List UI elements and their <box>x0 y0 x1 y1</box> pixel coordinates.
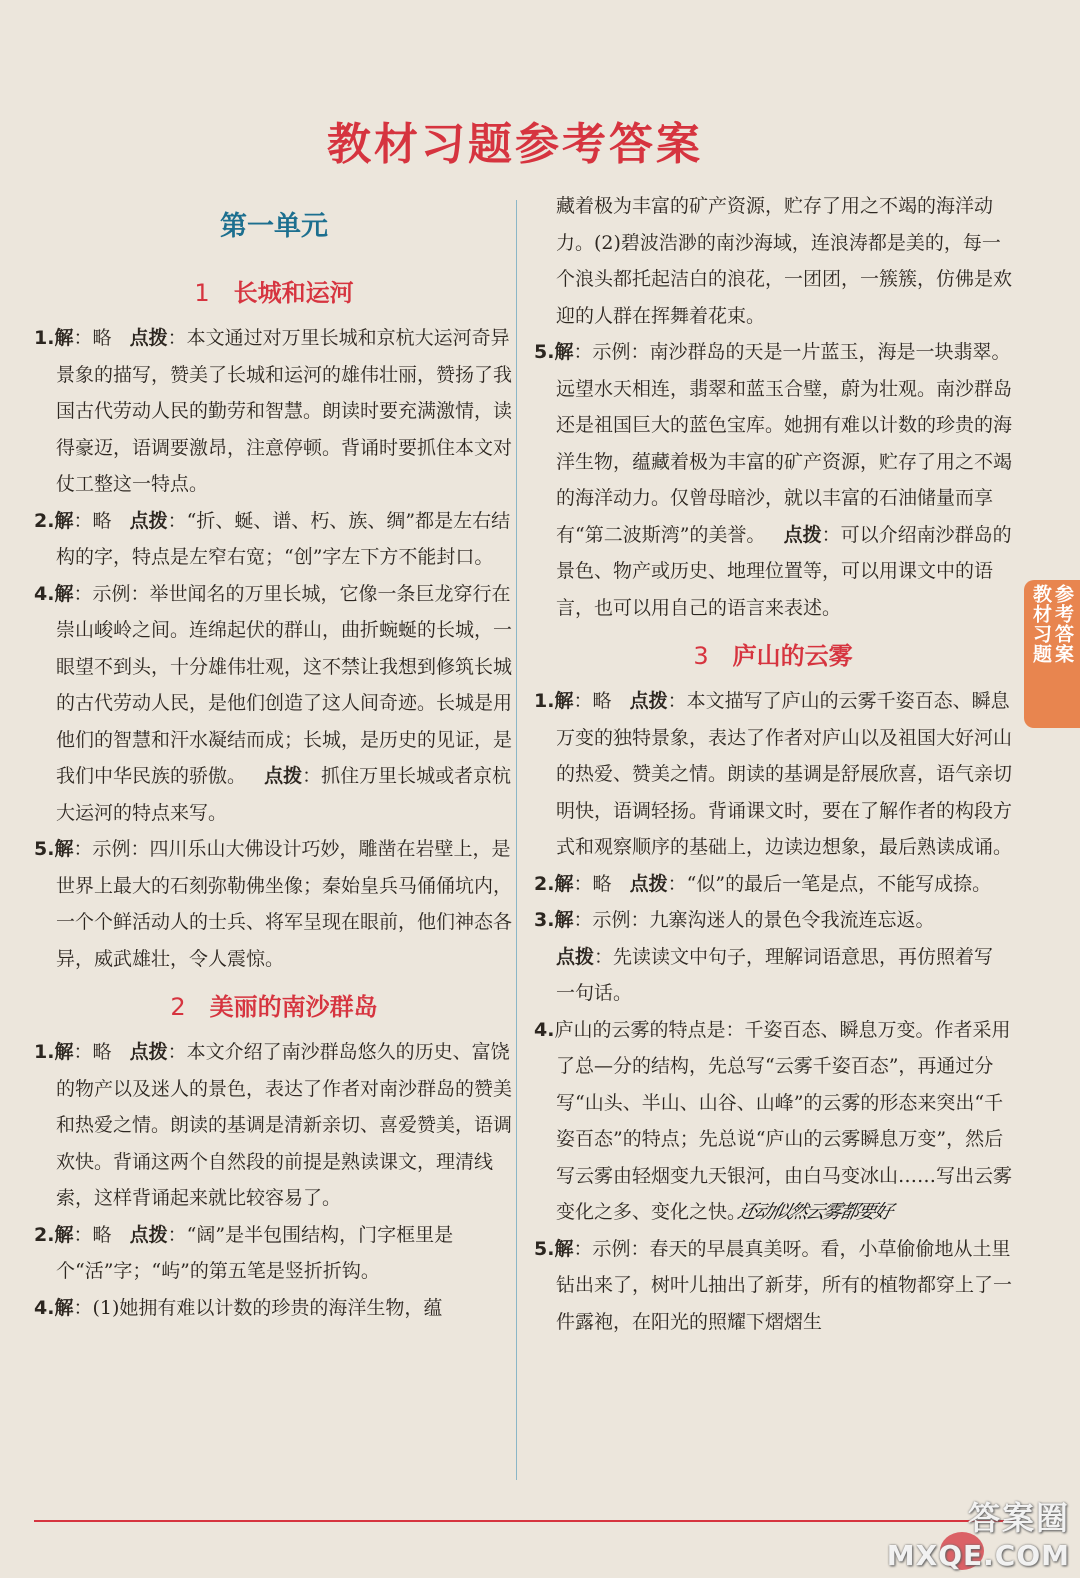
lesson-title: 庐山的云雾 <box>732 642 853 670</box>
lesson-number: 1 <box>194 279 210 307</box>
lesson-heading-3 <box>534 636 1012 671</box>
page-title: 教材习题参考答案 <box>327 119 703 170</box>
answer-item: 3.解：示例：九寨沟迷人的景色令我流连忘返。 <box>534 909 935 931</box>
side-tab-text: 参考答案 <box>1052 584 1074 664</box>
answer-item: 2.解：略 点拨：“折、蜒、谱、朽、族、绸”都是左右结构的字，特点是左窄右宽；“创”字左下方不能封口。 <box>34 509 511 568</box>
lesson-title: 美丽的南沙群岛 <box>209 993 378 1021</box>
lesson-number: 2 <box>170 993 186 1021</box>
lesson-heading-1 <box>34 273 514 308</box>
answer-item: 2.解：略 点拨：“阔”是半包围结构，门字框里是个“活”字；“屿”的第五笔是竖折折钩。 <box>34 1223 454 1282</box>
right-column <box>534 188 1012 1340</box>
answer-item: 4.解：(1)她拥有难以计数的珍贵的海洋生物，蕴 <box>34 1296 443 1319</box>
answer-item: 5.解：示例：四川乐山大佛设计巧妙，雕凿在岩壁上，是世界上最大的石刻弥勒佛坐像；秦始皇兵马俑俑坑内，一个个鲜活动人的士兵、将军呈现在眼前，他们神态各异，威武雄壮，令人震惊。 <box>34 838 513 970</box>
answer-continuation: 藏着极为丰富的矿产资源，贮存了用之不竭的海洋动力。(2)碧波浩渺的南沙海域，连浪涛都是美的，每一个浪头都托起洁白的浪花，一团团，一簇簇，仿佛是欢迎的人群在挥舞着花束。 <box>556 195 1013 327</box>
section-side-tab <box>1024 580 1080 728</box>
lesson-title: 长城和运河 <box>233 279 354 307</box>
column-divider <box>516 200 517 1480</box>
answer-item: 5.解：示例：春天的早晨真美呀。看，小草偷偷地从土里钻出来了，树叶儿抽出了新芽，所有的植物都穿上了一件露袍，在阳光的照耀下熠熠生 <box>534 1237 1013 1333</box>
answer-item: 1.解：略 点拨：本文通过对万里长城和京杭大运河奇异景象的描写，赞美了长城和运河的雄伟壮丽，赞扬了我国古代劳动人民的勤劳和智慧。朗读时要充满激情，读得豪迈，语调要激昂，注意停顿。背诵时要抓住本文对仗工整这一特点。 <box>34 327 513 495</box>
left-column <box>34 188 514 1326</box>
side-tab-text: 教材习题 <box>1030 584 1052 664</box>
answer-item: 4.庐山的云雾的特点是：千姿百态、瞬息万变。作者采用了总—分的结构，先总写“云雾千姿百态”，再通过分写“山头、半山、山谷、山峰”的云雾的形态来突出“千姿百态”的特点；先总说“庐山的云雾瞬息万变”，然后写云雾由轻烟变九天银河，由白马变冰山……写出云雾变化之多、变化之快。还动似然云雾都要好 <box>534 1012 1012 1231</box>
answer-tip: 点拨：先读读文中句子，理解词语意思，再仿照着写一句话。 <box>556 945 994 1004</box>
lesson-number: 3 <box>693 642 709 670</box>
answer-item: 2.解：略 点拨：“似”的最后一笔是点，不能写成捺。 <box>534 872 992 895</box>
unit-title: 第一单元 <box>220 211 328 242</box>
watermark-logo: 答案圈 MXQE.COM <box>886 1499 1070 1572</box>
answer-item: 1.解：略 点拨：本文介绍了南沙群岛悠久的历史、富饶的物产以及迷人的景色，表达了作者对南沙群岛的赞美和热爱之情。朗读的基调是清新亲切、喜爱赞美，语调欢快。背诵这两个自然段的前提是熟读课文，理清线索，这样背诵起来就比较容易了。 <box>34 1041 513 1209</box>
answer-item: 1.解：略 点拨：本文描写了庐山的云雾千姿百态、瞬息万变的独特景象，表达了作者对庐山以及祖国大好河山的热爱、赞美之情。朗读的基调是舒展欣喜，语气亲切明快，语调轻扬。背诵课文时，要在了解作者的构段方式和观察顺序的基础上，边读边想象，最后熟读成诵。 <box>534 690 1013 858</box>
footer-rule <box>34 1520 1014 1522</box>
lesson-heading-2 <box>34 987 514 1022</box>
answer-item: 4.解：示例：举世闻名的万里长城，它像一条巨龙穿行在崇山峻岭之间。连绵起伏的群山，曲折蜿蜒的长城，一眼望不到头，十分雄伟壮观，这不禁让我想到修筑长城的古代劳动人民，是他们创造了这人间奇迹。长城是用他们的智慧和汗水凝结而成；长城，是历史的见证，是我们中华民族的骄傲。 点拨：抓住万里长城或者京杭大运河的特点来写。 <box>34 582 513 824</box>
handwritten-note: 还动似然云雾都要好 <box>735 1201 894 1223</box>
answer-item: 5.解：示例：南沙群岛的天是一片蓝玉，海是一块翡翠。远望水天相连，翡翠和蓝玉合璧，蔚为壮观。南沙群岛还是祖国巨大的蓝色宝库。她拥有难以计数的珍贵的海洋生物，蕴藏着极为丰富的矿产资源，贮存了用之不竭的海洋动力。仅曾母暗沙，就以丰富的石油储量而享有“第二波斯湾”的美誉。 点拨：可以介绍南沙群岛的景色、物产或历史、地理位置等，可以用课文中的语言，也可以用自己的语言来表述。 <box>534 341 1013 619</box>
